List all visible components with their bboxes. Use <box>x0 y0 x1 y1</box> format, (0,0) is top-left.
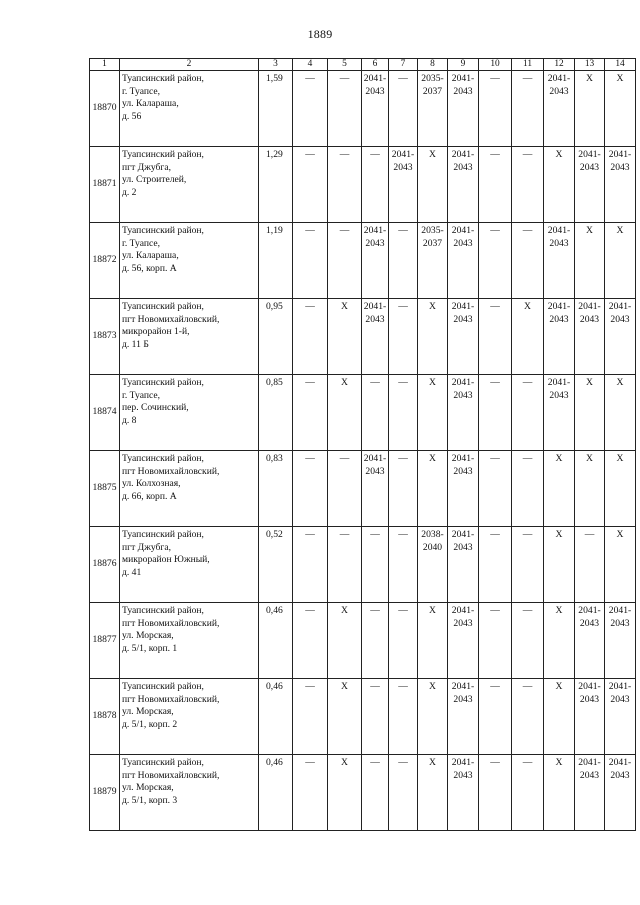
period-cell: Х <box>512 299 544 375</box>
address-cell: Туапсинский район, пгт Новомихайловский, ул. Морская, д. 5/1, корп. 2 <box>120 679 259 755</box>
table-row <box>90 755 636 831</box>
period-cell: — <box>575 527 605 603</box>
period-cell: — <box>479 299 512 375</box>
period-cell: Х <box>418 147 448 223</box>
period-cell: — <box>328 71 362 147</box>
record-number-cell: 18877 <box>90 603 120 679</box>
period-cell: 2041- 2043 <box>544 375 575 451</box>
area-cell: 0,95 <box>259 299 293 375</box>
period-cell: — <box>479 527 512 603</box>
area-cell: 0,85 <box>259 375 293 451</box>
record-number-cell: 18873 <box>90 299 120 375</box>
address-cell: Туапсинский район, пгт Новомихайловский, ул. Морская, д. 5/1, корп. 3 <box>120 755 259 831</box>
column-header: 9 <box>448 59 479 71</box>
column-header: 11 <box>512 59 544 71</box>
period-cell: — <box>512 375 544 451</box>
period-cell: Х <box>605 451 636 527</box>
period-cell: — <box>389 375 418 451</box>
area-cell: 1,29 <box>259 147 293 223</box>
column-header: 8 <box>418 59 448 71</box>
period-cell: Х <box>605 527 636 603</box>
period-cell: — <box>479 147 512 223</box>
period-cell: Х <box>605 223 636 299</box>
period-cell: 2041- 2043 <box>544 299 575 375</box>
period-cell: — <box>512 603 544 679</box>
period-cell: Х <box>418 299 448 375</box>
column-header: 10 <box>479 59 512 71</box>
record-number-cell: 18878 <box>90 679 120 755</box>
column-header: 7 <box>389 59 418 71</box>
period-cell: 2038- 2040 <box>418 527 448 603</box>
record-number-cell: 18874 <box>90 375 120 451</box>
address-cell: Туапсинский район, пгт Новомихайловский, микрорайон 1-й, д. 11 Б <box>120 299 259 375</box>
period-cell: — <box>328 223 362 299</box>
period-cell: — <box>389 451 418 527</box>
column-header: 12 <box>544 59 575 71</box>
period-cell: 2041- 2043 <box>605 603 636 679</box>
period-cell: 2041- 2043 <box>544 71 575 147</box>
record-number-cell: 18872 <box>90 223 120 299</box>
period-cell: — <box>512 147 544 223</box>
period-cell: 2041- 2043 <box>448 527 479 603</box>
column-header: 5 <box>328 59 362 71</box>
period-cell: 2041- 2043 <box>362 299 389 375</box>
period-cell: 2041- 2043 <box>448 71 479 147</box>
period-cell: 2041- 2043 <box>448 223 479 299</box>
period-cell: — <box>293 223 328 299</box>
table-row <box>90 223 636 299</box>
period-cell: — <box>389 71 418 147</box>
period-cell: — <box>479 451 512 527</box>
period-cell: — <box>293 299 328 375</box>
area-cell: 1,19 <box>259 223 293 299</box>
period-cell: 2035- 2037 <box>418 71 448 147</box>
column-header: 13 <box>575 59 605 71</box>
period-cell: — <box>293 375 328 451</box>
period-cell: — <box>512 223 544 299</box>
column-header: 4 <box>293 59 328 71</box>
period-cell: Х <box>418 755 448 831</box>
period-cell: Х <box>418 603 448 679</box>
period-cell: — <box>293 147 328 223</box>
address-cell: Туапсинский район, пгт Джубга, микрорайон Южный, д. 41 <box>120 527 259 603</box>
period-cell: 2041- 2043 <box>575 755 605 831</box>
address-cell: Туапсинский район, г. Туапсе, пер. Сочинский, д. 8 <box>120 375 259 451</box>
record-number-cell: 18875 <box>90 451 120 527</box>
period-cell: Х <box>328 375 362 451</box>
record-number-cell: 18879 <box>90 755 120 831</box>
period-cell: Х <box>544 147 575 223</box>
period-cell: — <box>512 679 544 755</box>
period-cell: — <box>362 603 389 679</box>
period-cell: Х <box>605 71 636 147</box>
area-cell: 0,46 <box>259 679 293 755</box>
period-cell: Х <box>544 451 575 527</box>
period-cell: — <box>362 147 389 223</box>
area-cell: 0,52 <box>259 527 293 603</box>
period-cell: — <box>389 679 418 755</box>
record-number-cell: 18870 <box>90 71 120 147</box>
column-header: 2 <box>120 59 259 71</box>
period-cell: Х <box>418 375 448 451</box>
table-row <box>90 299 636 375</box>
period-cell: — <box>293 451 328 527</box>
period-cell: 2041- 2043 <box>605 299 636 375</box>
period-cell: Х <box>328 603 362 679</box>
period-cell: 2041- 2043 <box>389 147 418 223</box>
table-row <box>90 603 636 679</box>
period-cell: Х <box>328 299 362 375</box>
period-cell: — <box>512 755 544 831</box>
period-cell: 2041- 2043 <box>448 603 479 679</box>
period-cell: 2041- 2043 <box>605 147 636 223</box>
period-cell: — <box>512 71 544 147</box>
area-cell: 1,59 <box>259 71 293 147</box>
period-cell: — <box>389 299 418 375</box>
period-cell: — <box>479 679 512 755</box>
period-cell: Х <box>575 375 605 451</box>
area-cell: 0,46 <box>259 603 293 679</box>
period-cell: Х <box>544 755 575 831</box>
table-row <box>90 375 636 451</box>
period-cell: — <box>362 527 389 603</box>
period-cell: 2035- 2037 <box>418 223 448 299</box>
period-cell: 2041- 2043 <box>448 679 479 755</box>
period-cell: Х <box>575 223 605 299</box>
period-cell: Х <box>544 679 575 755</box>
period-cell: Х <box>328 679 362 755</box>
period-cell: Х <box>328 755 362 831</box>
period-cell: — <box>479 375 512 451</box>
period-cell: 2041- 2043 <box>362 71 389 147</box>
page-number: 1889 <box>307 27 333 41</box>
address-cell: Туапсинский район, пгт Новомихайловский, ул. Морская, д. 5/1, корп. 1 <box>120 603 259 679</box>
column-header: 14 <box>605 59 636 71</box>
period-cell: — <box>479 755 512 831</box>
period-cell: 2041- 2043 <box>362 223 389 299</box>
period-cell: — <box>362 679 389 755</box>
period-cell: 2041- 2043 <box>575 679 605 755</box>
period-cell: — <box>293 603 328 679</box>
period-cell: 2041- 2043 <box>605 755 636 831</box>
period-cell: Х <box>418 679 448 755</box>
period-cell: Х <box>575 71 605 147</box>
period-cell: — <box>389 527 418 603</box>
period-cell: Х <box>418 451 448 527</box>
period-cell: — <box>293 527 328 603</box>
period-cell: 2041- 2043 <box>448 451 479 527</box>
table-row <box>90 71 636 147</box>
record-number-cell: 18871 <box>90 147 120 223</box>
period-cell: — <box>293 679 328 755</box>
period-cell: 2041- 2043 <box>575 147 605 223</box>
period-cell: — <box>362 375 389 451</box>
column-header: 1 <box>90 59 120 71</box>
period-cell: — <box>362 755 389 831</box>
address-cell: Туапсинский район, г. Туапсе, ул. Калараша, д. 56 <box>120 71 259 147</box>
period-cell: — <box>389 603 418 679</box>
period-cell: 2041- 2043 <box>448 755 479 831</box>
table-row <box>90 679 636 755</box>
area-cell: 0,83 <box>259 451 293 527</box>
period-cell: Х <box>544 527 575 603</box>
period-cell: — <box>293 71 328 147</box>
period-cell: Х <box>575 451 605 527</box>
period-cell: — <box>328 527 362 603</box>
column-header: 6 <box>362 59 389 71</box>
period-cell: — <box>328 451 362 527</box>
period-cell: 2041- 2043 <box>448 299 479 375</box>
record-number-cell: 18876 <box>90 527 120 603</box>
area-cell: 0,46 <box>259 755 293 831</box>
period-cell: 2041- 2043 <box>605 679 636 755</box>
period-cell: — <box>328 147 362 223</box>
period-cell: — <box>479 603 512 679</box>
table-row <box>90 527 636 603</box>
period-cell: 2041- 2043 <box>362 451 389 527</box>
period-cell: 2041- 2043 <box>448 375 479 451</box>
period-cell: — <box>479 223 512 299</box>
address-cell: Туапсинский район, пгт Джубга, ул. Строителей, д. 2 <box>120 147 259 223</box>
period-cell: 2041- 2043 <box>544 223 575 299</box>
period-cell: — <box>389 223 418 299</box>
column-header: 3 <box>259 59 293 71</box>
period-cell: Х <box>544 603 575 679</box>
period-cell: — <box>512 527 544 603</box>
period-cell: — <box>512 451 544 527</box>
table-row <box>90 147 636 223</box>
period-cell: Х <box>605 375 636 451</box>
address-cell: Туапсинский район, пгт Новомихайловский, ул. Колхозная, д. 66, корп. А <box>120 451 259 527</box>
period-cell: — <box>389 755 418 831</box>
period-cell: 2041- 2043 <box>575 603 605 679</box>
period-cell: — <box>479 71 512 147</box>
address-cell: Туапсинский район, г. Туапсе, ул. Калараша, д. 56, корп. А <box>120 223 259 299</box>
register-table <box>89 58 636 831</box>
period-cell: 2041- 2043 <box>575 299 605 375</box>
period-cell: 2041- 2043 <box>448 147 479 223</box>
table-row <box>90 451 636 527</box>
column-number-row <box>90 59 636 71</box>
period-cell: — <box>293 755 328 831</box>
